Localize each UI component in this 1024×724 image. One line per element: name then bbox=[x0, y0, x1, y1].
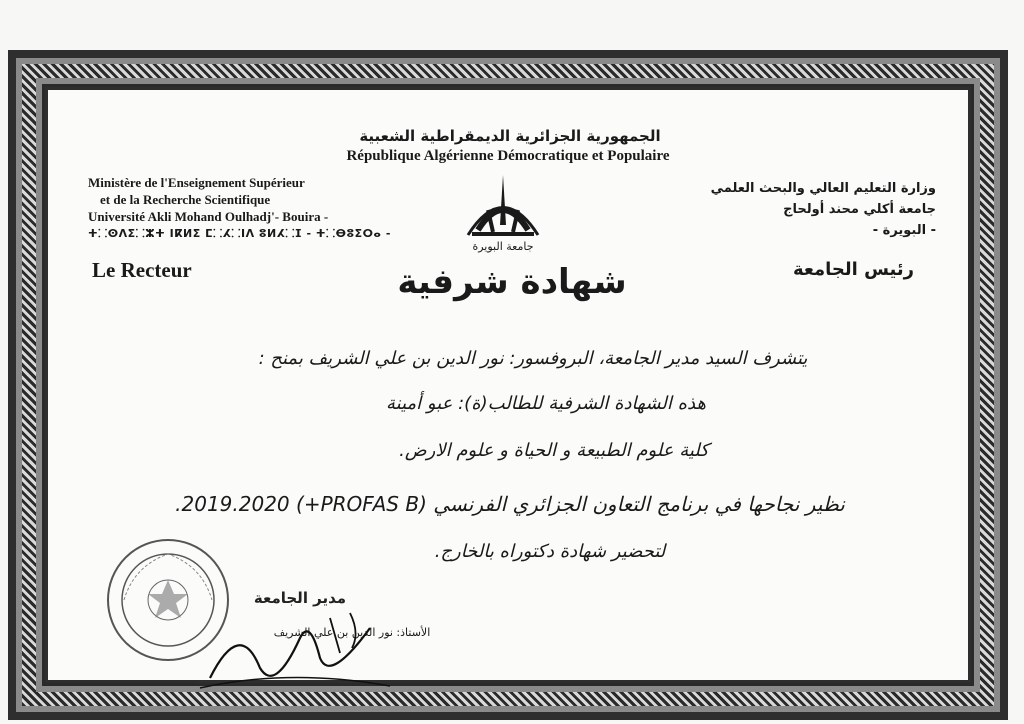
left-institution-block bbox=[88, 174, 418, 242]
university-name-french: Université Akli Mohand Oulhadj'- Bouira - bbox=[88, 209, 329, 224]
ministry-arabic: وزارة التعليم العالي والبحث العلمي bbox=[710, 181, 936, 196]
university-name-tifinagh: ⵜ⸬ⵙⴷⵉ⸬ⵣⵜ ⵏⴽⵍⵉ ⵎ⸬ⵃ⸬ⵏⴷ ⵓⵍⵃ⸬ⵊ - ⵜ⸬ⴱⵓⵉⵔⴰ - bbox=[88, 227, 391, 240]
handwritten-signature-icon bbox=[180, 598, 400, 698]
signatory-title: مدير الجامعة bbox=[253, 589, 347, 607]
signatory-name: الأستاذ: نور الدين بن علي الشريف bbox=[273, 626, 431, 639]
ministry-line2: et de la Recherche Scientifique bbox=[100, 192, 271, 207]
body-line-2: هذه الشهادة الشرفية للطالب(ة): عبو أمينة bbox=[386, 393, 706, 414]
certificate-title: شهادة شرفية bbox=[397, 262, 627, 302]
body-line-5: لتحضير شهادة دكتوراه بالخارج. bbox=[434, 541, 666, 562]
right-title: رئيس الجامعة bbox=[792, 259, 914, 280]
logo-caption: جامعة البويرة bbox=[472, 240, 534, 253]
country-name-arabic: الجمهورية الجزائرية الديمقراطية الشعبية bbox=[359, 127, 661, 145]
country-name-french: République Algérienne Démocratique et Populaire bbox=[346, 148, 670, 164]
right-institution-block bbox=[596, 178, 936, 241]
city-arabic: - البويرة - bbox=[872, 223, 936, 238]
university-name-arabic: جامعة أكلي محند أولحاج bbox=[783, 202, 936, 217]
left-title: Le Recteur bbox=[92, 258, 192, 282]
ministry-line1: Ministère de l'Enseignement Supérieur bbox=[88, 175, 305, 190]
body-line-4: نظير نجاحها في برنامج التعاون الجزائري الفرنسي (PROFAS B+) 2019.2020. bbox=[175, 492, 845, 516]
body-line-1: يتشرف السيد مدير الجامعة، البروفسور: نور الدين بن علي الشريف بمنح : bbox=[258, 348, 808, 369]
body-line-3: كلية علوم الطبيعة و الحياة و علوم الارض. bbox=[399, 440, 709, 461]
